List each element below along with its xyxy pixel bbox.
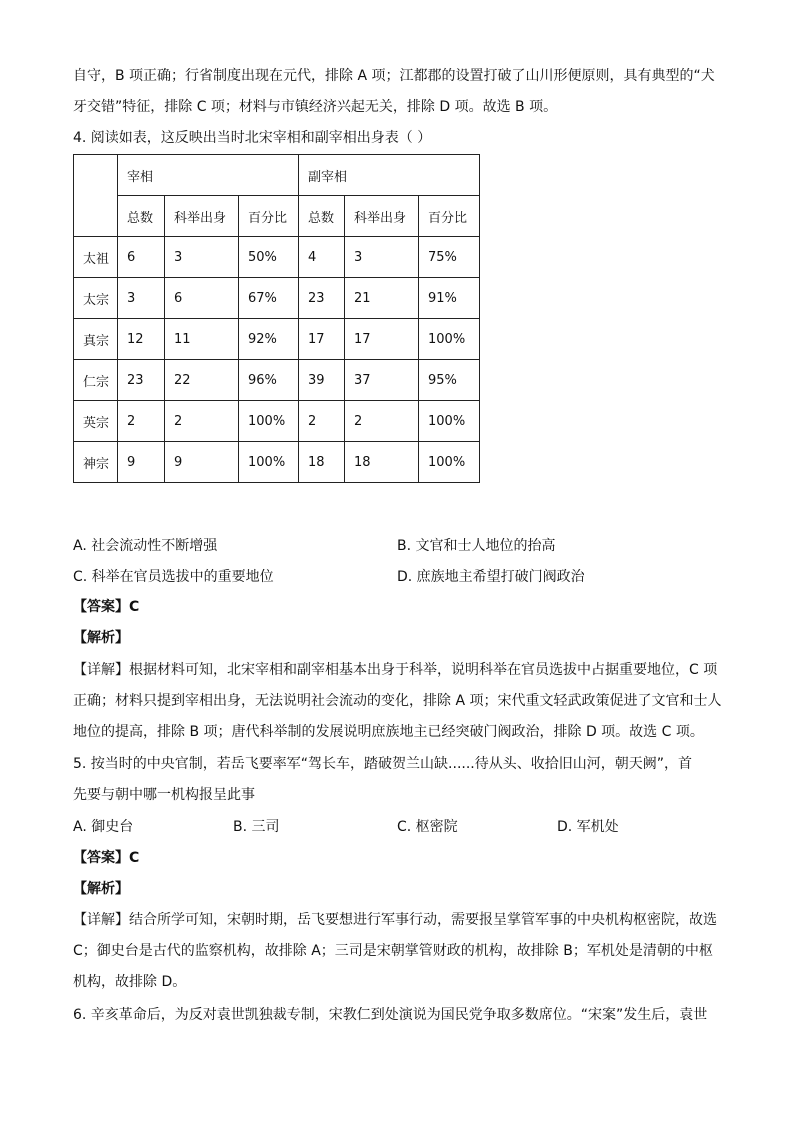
q4-detail-line-3: 地位的提高，排除 B 项；唐代科举制的发展说明庶族地主已经突破门阀政治，排除 D 项。故选 C 项。 [73, 724, 704, 740]
table-cell: 92% [239, 319, 299, 360]
q4-detail-line-1: 【详解】根据材料可知，北宋宰相和副宰相基本出身于科举，说明科举在官员选拔中占据重要地位，C 项 [73, 662, 718, 678]
table-cell: 2 [299, 401, 345, 442]
table-cell: 39 [299, 360, 345, 401]
table-cell: 91% [419, 278, 480, 319]
table-cell: 9 [165, 442, 239, 483]
table-row [74, 360, 480, 401]
table-row [74, 237, 480, 278]
table-cell: 18 [345, 442, 419, 483]
table-cell: 2 [118, 401, 165, 442]
q4-option-c[interactable]: C. 科举在官员选拔中的重要地位 [73, 569, 274, 585]
q5-option-c[interactable]: C. 枢密院 [397, 819, 458, 835]
table-cell: 9 [118, 442, 165, 483]
emperor-cell: 神宗 [74, 442, 118, 483]
q4-analysis-label: 【解析】 [73, 630, 129, 646]
table-cell: 3 [118, 278, 165, 319]
table-cell: 96% [239, 360, 299, 401]
table-cell: 50% [239, 237, 299, 278]
chancellor-origin-table [73, 154, 480, 483]
table-row [74, 278, 480, 319]
table-cell: 6 [165, 278, 239, 319]
q4-answer: 【答案】C [73, 599, 140, 615]
table-cell: 95% [419, 360, 480, 401]
table-row [74, 401, 480, 442]
sub-header-percent: 百分比 [419, 196, 480, 237]
q5-option-d[interactable]: D. 军机处 [557, 819, 619, 835]
table-cell: 17 [299, 319, 345, 360]
table-cell: 21 [345, 278, 419, 319]
table-cell: 100% [239, 442, 299, 483]
group-header-chancellor: 宰相 [118, 155, 299, 196]
sub-header-total: 总数 [118, 196, 165, 237]
table-cell: 4 [299, 237, 345, 278]
table-cell: 37 [345, 360, 419, 401]
intro-line-2: 牙交错”特征，排除 C 项；材料与市镇经济兴起无关，排除 D 项。故选 B 项。 [73, 99, 558, 115]
q5-option-b[interactable]: B. 三司 [233, 819, 280, 835]
table-cell: 17 [345, 319, 419, 360]
emperor-cell: 太祖 [74, 237, 118, 278]
q5-detail-line-3: 机构，故排除 D。 [73, 974, 187, 990]
table-row [74, 319, 480, 360]
q4-detail-line-2: 正确；材料只提到宰相出身，无法说明社会流动的变化，排除 A 项；宋代重文轻武政策促进了文官和士人 [73, 693, 722, 709]
q5-answer: 【答案】C [73, 850, 140, 866]
table-cell: 11 [165, 319, 239, 360]
table-cell: 67% [239, 278, 299, 319]
sub-header-exam: 科举出身 [165, 196, 239, 237]
table-cell: 100% [419, 442, 480, 483]
table-cell: 23 [299, 278, 345, 319]
q5-option-a[interactable]: A. 御史台 [73, 819, 134, 835]
sub-header-exam: 科举出身 [345, 196, 419, 237]
table-cell: 6 [118, 237, 165, 278]
q4-option-a[interactable]: A. 社会流动性不断增强 [73, 538, 218, 554]
sub-header-total: 总数 [299, 196, 345, 237]
q4-option-d[interactable]: D. 庶族地主希望打破门阀政治 [397, 569, 585, 585]
emperor-cell: 英宗 [74, 401, 118, 442]
q5-analysis-label: 【解析】 [73, 881, 129, 897]
group-header-vice-chancellor: 副宰相 [299, 155, 480, 196]
question-5-stem-line-2: 先要与朝中哪一机构报呈此事 [73, 787, 255, 803]
q5-detail-line-1: 【详解】结合所学可知，宋朝时期，岳飞要想进行军事行动，需要报呈掌管军事的中央机构枢密院，故选 [73, 912, 717, 928]
table-cell: 75% [419, 237, 480, 278]
table-cell: 2 [165, 401, 239, 442]
table-cell: 12 [118, 319, 165, 360]
question-5-stem-line-1: 5. 按当时的中央官制，若岳飞要率军“驾长车，踏破贺兰山缺......待从头、收拾旧山河，朝天阙”，首 [73, 756, 693, 772]
q4-option-b[interactable]: B. 文官和士人地位的抬高 [397, 538, 556, 554]
table-cell: 3 [165, 237, 239, 278]
table-corner-cell [74, 155, 118, 237]
table-cell: 18 [299, 442, 345, 483]
table-cell: 2 [345, 401, 419, 442]
q5-detail-line-2: C；御史台是古代的监察机构，故排除 A；三司是宋朝掌管财政的机构，故排除 B；军机处是清朝的中枢 [73, 943, 713, 959]
table-cell: 22 [165, 360, 239, 401]
intro-line-1: 自守，B 项正确；行省制度出现在元代，排除 A 项；江都郡的设置打破了山川形便原则，具有典型的“犬 [73, 68, 715, 84]
table-cell: 100% [419, 319, 480, 360]
table-cell: 23 [118, 360, 165, 401]
emperor-cell: 仁宗 [74, 360, 118, 401]
emperor-cell: 太宗 [74, 278, 118, 319]
table-cell: 100% [239, 401, 299, 442]
question-6-stem: 6. 辛亥革命后，为反对袁世凯独裁专制，宋教仁到处演说为国民党争取多数席位。“宋案”发生后，袁世 [73, 1007, 708, 1023]
table-row [74, 442, 480, 483]
sub-header-percent: 百分比 [239, 196, 299, 237]
table-cell: 100% [419, 401, 480, 442]
emperor-cell: 真宗 [74, 319, 118, 360]
table-cell: 3 [345, 237, 419, 278]
question-4-stem: 4. 阅读如表，这反映出当时北宋宰相和副宰相出身表（ ） [73, 130, 432, 146]
